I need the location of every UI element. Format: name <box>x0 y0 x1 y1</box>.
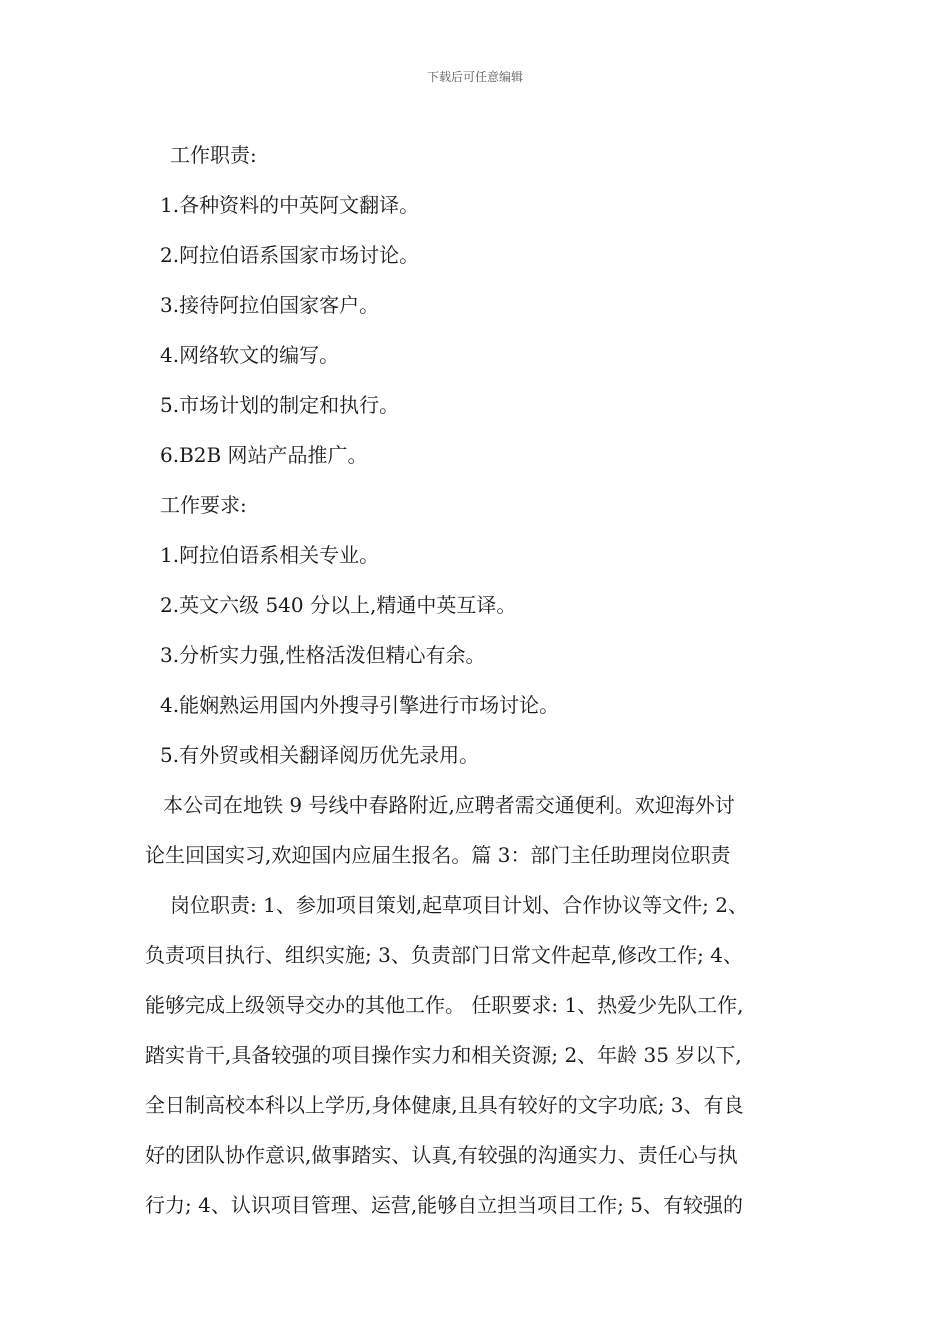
list-item: 4.能娴熟运用国内外搜寻引擎进行市场讨论。 <box>160 693 560 717</box>
list-item: 1.阿拉伯语系相关专业。 <box>160 543 380 567</box>
company-paragraph-line: 论生回国实习,欢迎国内应届生报名。篇 3：部门主任助理岗位职责 <box>145 843 731 867</box>
position-paragraph-line: 负责项目执行、组织实施; 3、负责部门日常文件起草,修改工作; 4、 <box>145 943 743 967</box>
page-header: 下载后可任意编辑 <box>426 70 523 84</box>
position-paragraph-line: 全日制高校本科以上学历,身体健康,且具有较好的文字功底; 3、有良 <box>145 1093 744 1117</box>
section-title-duties: 工作职责: <box>170 143 257 167</box>
list-item: 3.接待阿拉伯国家客户。 <box>160 293 380 317</box>
list-item: 5.有外贸或相关翻译阅历优先录用。 <box>160 743 480 767</box>
section-title-requirements: 工作要求: <box>160 493 247 517</box>
position-paragraph-line: 能够完成上级领导交办的其他工作。 任职要求: 1、热爱少先队工作, <box>145 993 744 1017</box>
position-paragraph-line: 行力; 4、认识项目管理、运营,能够自立担当项目工作; 5、有较强的 <box>145 1193 743 1217</box>
list-item: 4.网络软文的编写。 <box>160 343 340 367</box>
list-item: 5.市场计划的制定和执行。 <box>160 393 400 417</box>
company-paragraph-line: 本公司在地铁 9 号线中春路附近,应聘者需交通便利。欢迎海外讨 <box>163 793 735 817</box>
list-item: 2.英文六级 540 分以上,精通中英互译。 <box>160 593 517 617</box>
list-item: 3.分析实力强,性格活泼但精心有余。 <box>160 643 486 667</box>
list-item: 1.各种资料的中英阿文翻译。 <box>160 193 420 217</box>
position-paragraph-line: 踏实肯干,具备较强的项目操作实力和相关资源; 2、年龄 35 岁以下, <box>145 1043 742 1067</box>
list-item: 6.B2B 网站产品推广。 <box>160 443 368 467</box>
document-body <box>145 130 825 1230</box>
position-paragraph-line: 岗位职责: 1、参加项目策划,起草项目计划、合作协议等文件; 2、 <box>170 893 748 917</box>
position-paragraph-line: 好的团队协作意识,做事踏实、认真,有较强的沟通实力、责任心与执 <box>145 1143 738 1167</box>
list-item: 2.阿拉伯语系国家市场讨论。 <box>160 243 420 267</box>
